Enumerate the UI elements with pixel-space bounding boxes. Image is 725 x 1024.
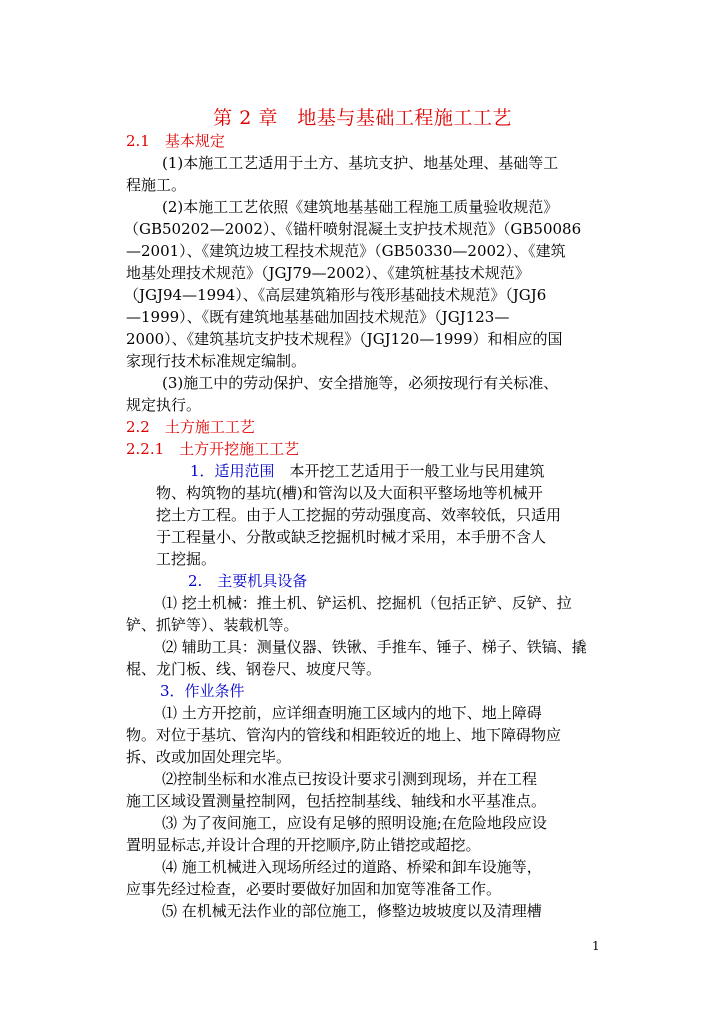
paragraph-line: 程施工。: [126, 176, 187, 194]
page-number: 1: [592, 939, 600, 953]
paragraph-line: ⑴ 挖土机械：推土机、铲运机、挖掘机（包括正铲、反铲、拉: [162, 594, 572, 612]
paragraph-line: （JGJ94—1994）、《高层建筑箱形与筏形基础技术规范》（JGJ6: [124, 286, 547, 304]
item-1-text: 本开挖工艺适用于一般工业与民用建筑: [274, 462, 545, 480]
chapter-title: 第 2 章 地基与基础工程施工工艺: [213, 107, 512, 129]
paragraph-line: 置明显标志,并设计合理的开挖顺序,防止错挖或超挖。: [126, 836, 481, 854]
paragraph-line: 物、构筑物的基坑(槽)和管沟以及大面积平整场地等机械开: [156, 484, 543, 502]
item-2-label: 2. 主要机具设备: [188, 572, 308, 590]
item-1-label: 1．适用范围: [190, 462, 275, 480]
paragraph-line: (2)本施工工艺依照《建筑地基基础工程施工质量验收规范》: [162, 198, 559, 216]
paragraph-line: (3)施工中的劳动保护、安全措施等，必须按现行有关标准、: [162, 374, 559, 392]
section-2-2-1-heading: 2.2.1 土方开挖施工工艺: [126, 440, 300, 458]
paragraph-line: 家现行技术标准规定编制。: [126, 352, 307, 370]
paragraph-line: ⑵ 辅助工具：测量仪器、铁锹、手推车、锤子、梯子、铁镐、撬: [162, 638, 587, 656]
paragraph-line: 工挖掘。: [156, 550, 217, 568]
paragraph-line: 棍、龙门板、线、钢卷尺、坡度尺等。: [126, 660, 382, 678]
paragraph-line: 拆、改或加固处理完毕。: [126, 748, 292, 766]
paragraph-line: ⑵控制坐标和水准点已按设计要求引测到现场，并在工程: [162, 770, 538, 788]
paragraph-line: —2001）、《建筑边坡工程技术规范》（GB50330—2002）、《建筑: [126, 242, 566, 260]
paragraph-line: （GB50202—2002）、《锚杆喷射混凝土支护技术规范》（GB50086: [124, 220, 582, 238]
paragraph-line: 地基处理技术规范》（JGJ79—2002）、《建筑桩基技术规范》: [126, 264, 530, 282]
paragraph-line: —1999）、《既有建筑地基基础加固技术规范》（JGJ123—: [126, 308, 510, 326]
paragraph-line: 规定执行。: [126, 396, 202, 414]
paragraph-line: 应事先经过检查，必要时要做好加固和加宽等准备工作。: [126, 880, 502, 898]
paragraph-line: ⑴ 土方开挖前，应详细查明施工区域内的地下、地上障碍: [162, 704, 542, 722]
item-1-line: [190, 460, 545, 482]
paragraph-line: ⑶ 为了夜间施工，应设有足够的照明设施;在危险地段应设: [162, 814, 547, 832]
paragraph-line: 挖土方工程。由于人工挖掘的劳动强度高、效率较低，只适用: [156, 506, 562, 524]
paragraph-line: (1)本施工工艺适用于土方、基坑支护、地基处理、基础等工: [162, 154, 559, 172]
paragraph-line: 2000）、《建筑基坑支护技术规程》（JGJ120—1999）和相应的国: [126, 330, 563, 348]
paragraph-line: 铲、抓铲等）、装载机等。: [126, 616, 299, 634]
paragraph-line: 施工区域设置测量控制网，包括控制基线、轴线和水平基准点。: [126, 792, 547, 810]
paragraph-line: 于工程量小、分散或缺乏挖掘机时械才采用，本手册不含人: [156, 528, 547, 546]
section-2-1-heading: 2.1 基本规定: [126, 132, 225, 150]
paragraph-line: ⑸ 在机械无法作业的部位施工，修整边坡坡度以及清理槽: [162, 902, 542, 920]
section-2-2-heading: 2.2 土方施工工艺: [126, 418, 255, 436]
paragraph-line: ⑷ 施工机械进入现场所经过的道路、桥梁和卸车设施等，: [162, 858, 542, 876]
item-3-label: 3．作业条件: [160, 682, 245, 700]
paragraph-line: 物。对位于基坑、管沟内的管线和相距较近的地上、地下障碍物应: [126, 726, 562, 744]
